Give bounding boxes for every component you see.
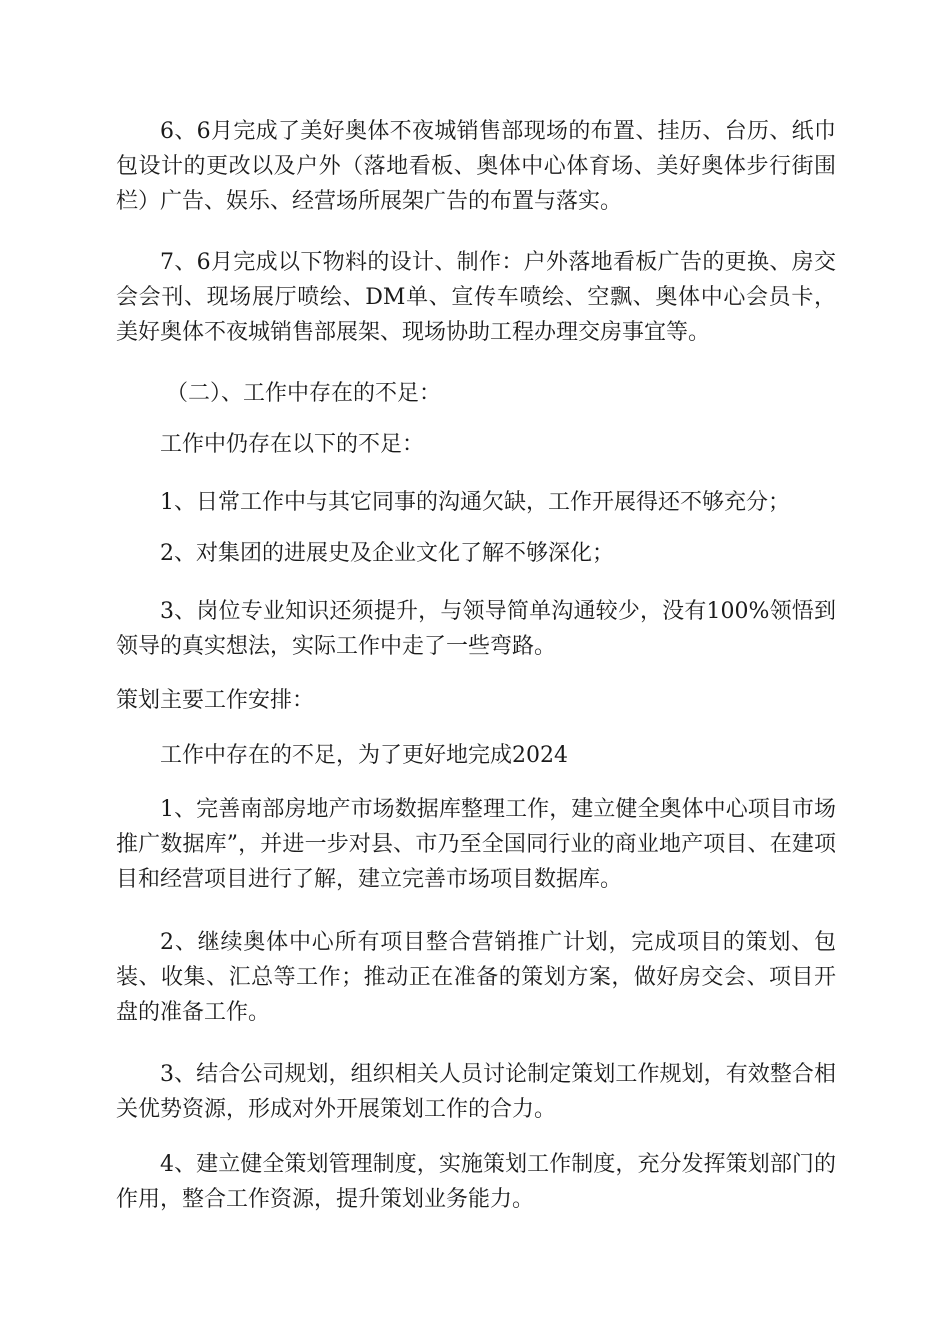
paragraph-item-7: 7、6月完成以下物料的设计、制作：户外落地看板广告的更换、房交会会刊、现场展厅喷绘、DM单、宣传车喷绘、空飘、奥体中心会员卡，美好奥体不夜城销售部展架、现场协助工程办理交房事宜等。 (116, 250, 836, 345)
section-heading-plan: 策划主要工作安排： (116, 688, 315, 713)
paragraph-shortcomings-intro: 工作中仍存在以下的不足： (160, 432, 425, 457)
paragraph-shortcoming-2: 2、对集团的进展史及企业文化了解不够深化； (160, 541, 614, 566)
paragraph-shortcoming-3: 3、岗位专业知识还须提升，与领导简单沟通较少，没有100%领悟到领导的真实想法，实际工作中走了一些弯路。 (116, 599, 836, 659)
paragraph-item-6: 6、6月完成了美好奥体不夜城销售部现场的布置、挂历、台历、纸巾包设计的更改以及户外（落地看板、奥体中心体育场、美好奥体步行街围栏）广告、娱乐、经营场所展架广告的布置与落实。 (116, 119, 836, 214)
paragraph-plan-intro: 工作中存在的不足，为了更好地完成2024 (160, 743, 568, 768)
paragraph-plan-3: 3、结合公司规划，组织相关人员讨论制定策划工作规划，有效整合相关优势资源，形成对外开展策划工作的合力。 (116, 1062, 836, 1122)
paragraph-shortcoming-1: 1、日常工作中与其它同事的沟通欠缺，工作开展得还不够充分； (160, 490, 790, 515)
paragraph-plan-2: 2、继续奥体中心所有项目整合营销推广计划，完成项目的策划、包装、收集、汇总等工作；推动正在准备的策划方案，做好房交会、项目开盘的准备工作。 (116, 930, 836, 1025)
section-heading-shortcomings: （二）、工作中存在的不足： (166, 381, 442, 406)
paragraph-plan-4: 4、建立健全策划管理制度，实施策划工作制度，充分发挥策划部门的作用，整合工作资源，提升策划业务能力。 (116, 1152, 836, 1212)
paragraph-plan-1: 1、完善南部房地产市场数据库整理工作，建立健全奥体中心项目市场推广数据库”，并进一步对县、市乃至全国同行业的商业地产项目、在建项目和经营项目进行了解，建立完善市场项目数据库。 (116, 797, 836, 892)
